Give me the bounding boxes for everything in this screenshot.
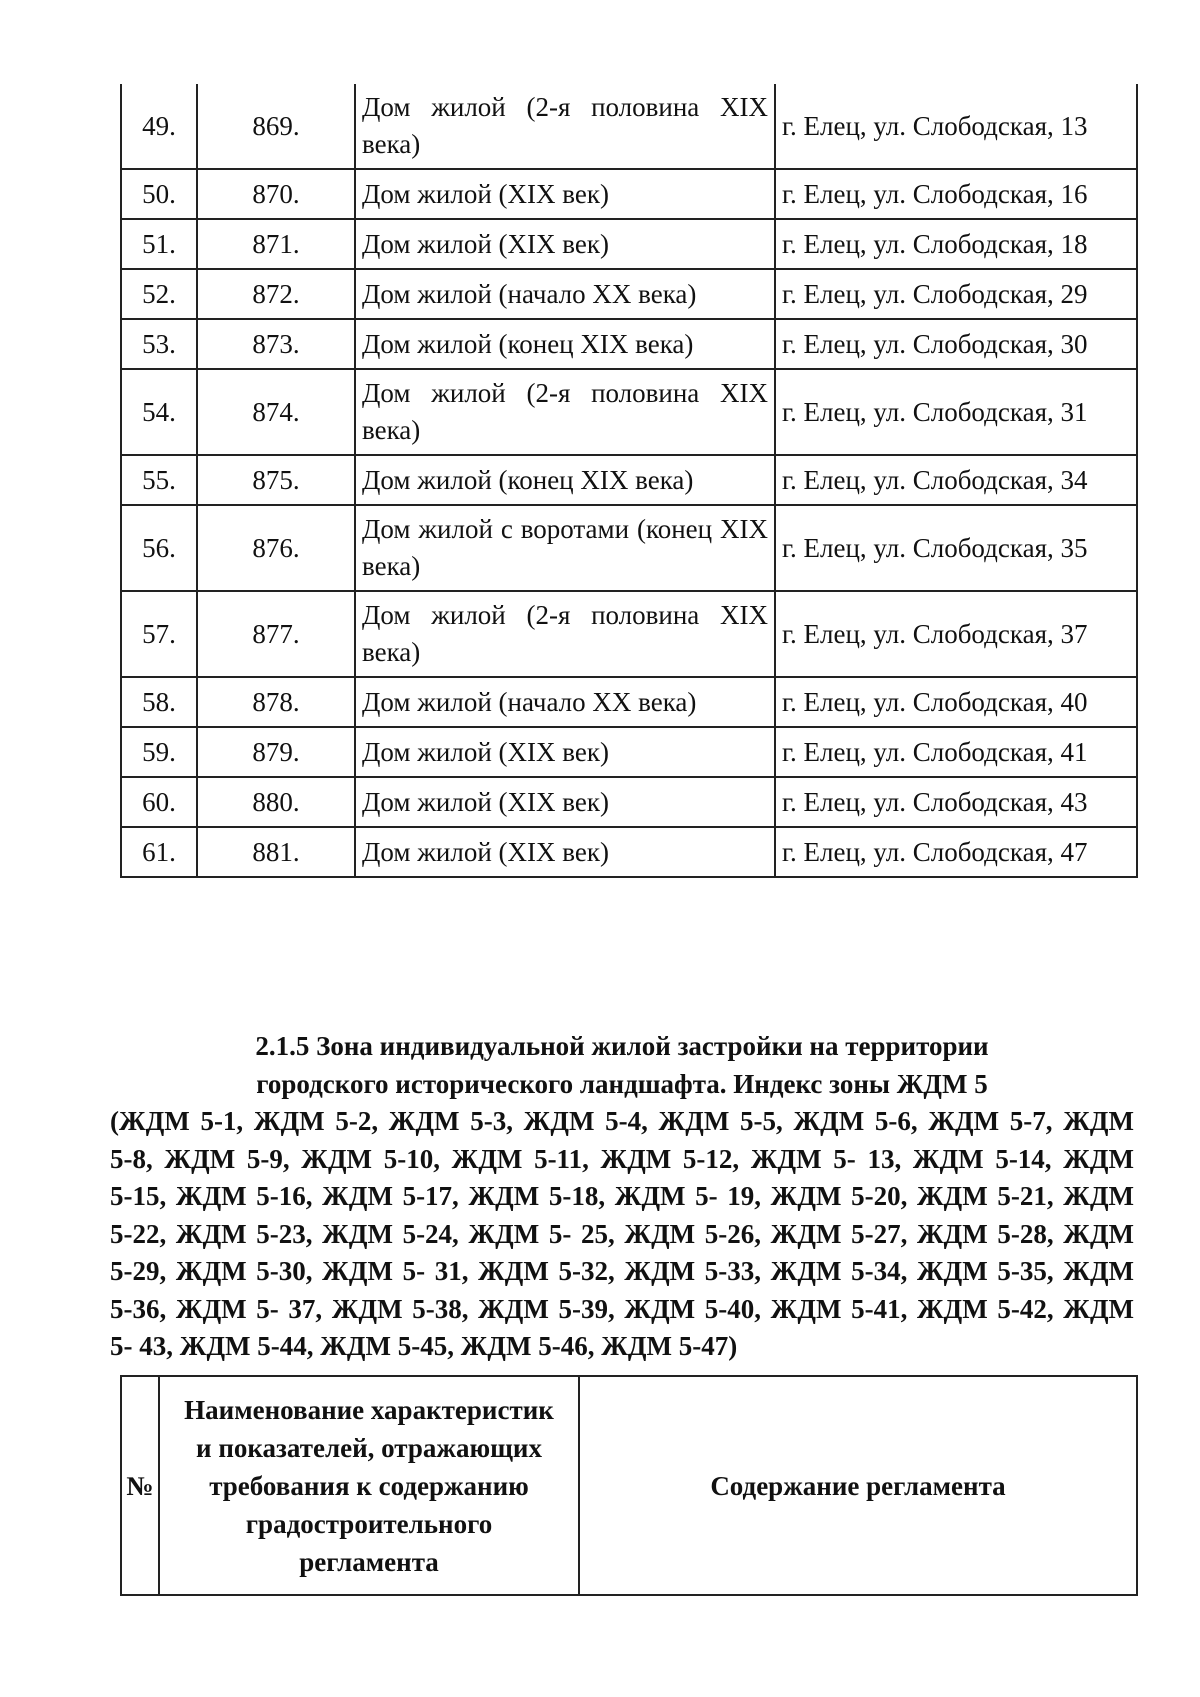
object-address: г. Елец, ул. Слободская, 31 (775, 369, 1137, 455)
row-number: 53. (121, 319, 197, 369)
table-row (121, 84, 1137, 169)
registry-number: 874. (197, 369, 355, 455)
zone-index-line: 5-36, ЖДМ 5- 37, ЖДМ 5-38, ЖДМ 5-39, ЖДМ 5-40, ЖДМ 5-41, ЖДМ 5-42, ЖДМ (110, 1293, 1134, 1324)
row-number: 50. (121, 169, 197, 219)
row-number: 54. (121, 369, 197, 455)
object-address: г. Елец, ул. Слободская, 41 (775, 727, 1137, 777)
object-name: Дом жилой (2-я половина XIX века) (355, 369, 775, 455)
regulation-table (120, 1375, 1138, 1596)
zone-index-line: (ЖДМ 5-1, ЖДМ 5-2, ЖДМ 5-3, ЖДМ 5-4, ЖДМ 5-5, ЖДМ 5-6, ЖДМ 5-7, ЖДМ (110, 1106, 1134, 1136)
table-row (121, 827, 1137, 877)
object-address: г. Елец, ул. Слободская, 40 (775, 677, 1137, 727)
registry-number: 870. (197, 169, 355, 219)
object-name: Дом жилой с воротами (конец XIX века) (355, 505, 775, 591)
object-name: Дом жилой (конец XIX века) (355, 319, 775, 369)
table-row (121, 369, 1137, 455)
object-address: г. Елец, ул. Слободская, 30 (775, 319, 1137, 369)
zone-index-line: 5-29, ЖДМ 5-30, ЖДМ 5- 31, ЖДМ 5-32, ЖДМ 5-33, ЖДМ 5-34, ЖДМ 5-35, ЖДМ (110, 1256, 1134, 1286)
registry-number: 879. (197, 727, 355, 777)
object-address: г. Елец, ул. Слободская, 43 (775, 777, 1137, 827)
table-row (121, 777, 1137, 827)
zone-index-line: 5-22, ЖДМ 5-23, ЖДМ 5-24, ЖДМ 5- 25, ЖДМ 5-26, ЖДМ 5-27, ЖДМ 5-28, ЖДМ (110, 1218, 1134, 1249)
registry-number: 869. (197, 84, 355, 169)
table-row (121, 219, 1137, 269)
object-address: г. Елец, ул. Слободская, 37 (775, 591, 1137, 677)
table-row (121, 677, 1137, 727)
row-number: 58. (121, 677, 197, 727)
object-name: Дом жилой (XIX век) (355, 827, 775, 877)
registry-number: 877. (197, 591, 355, 677)
table-row (121, 169, 1137, 219)
table-row (121, 319, 1137, 369)
object-name: Дом жилой (начало XX века) (355, 269, 775, 319)
column-header-content: Содержание регламента (579, 1376, 1137, 1595)
registry-number: 875. (197, 455, 355, 505)
object-address: г. Елец, ул. Слободская, 13 (775, 84, 1137, 169)
registry-number: 871. (197, 219, 355, 269)
row-number: 56. (121, 505, 197, 591)
table-row (121, 455, 1137, 505)
registry-number: 878. (197, 677, 355, 727)
row-number: 51. (121, 219, 197, 269)
zone-index-line: 5- 43, ЖДМ 5-44, ЖДМ 5-45, ЖДМ 5-46, ЖДМ 5-47) (110, 1331, 738, 1361)
object-address: г. Елец, ул. Слободская, 18 (775, 219, 1137, 269)
column-header-number: № (121, 1376, 159, 1595)
object-name: Дом жилой (XIX век) (355, 777, 775, 827)
heritage-objects-table (120, 84, 1138, 878)
row-number: 52. (121, 269, 197, 319)
zone-index-line: 5-15, ЖДМ 5-16, ЖДМ 5-17, ЖДМ 5-18, ЖДМ 5- 19, ЖДМ 5-20, ЖДМ 5-21, ЖДМ (110, 1181, 1134, 1211)
object-address: г. Елец, ул. Слободская, 34 (775, 455, 1137, 505)
row-number: 49. (121, 84, 197, 169)
object-address: г. Елец, ул. Слободская, 35 (775, 505, 1137, 591)
registry-number: 881. (197, 827, 355, 877)
registry-number: 880. (197, 777, 355, 827)
object-name: Дом жилой (конец XIX века) (355, 455, 775, 505)
table-row (121, 591, 1137, 677)
table-row (121, 727, 1137, 777)
zone-index-line: 5-8, ЖДМ 5-9, ЖДМ 5-10, ЖДМ 5-11, ЖДМ 5-12, ЖДМ 5- 13, ЖДМ 5-14, ЖДМ (110, 1143, 1134, 1174)
registry-number: 873. (197, 319, 355, 369)
section-heading (110, 1028, 1134, 1366)
object-name: Дом жилой (начало XX века) (355, 677, 775, 727)
row-number: 57. (121, 591, 197, 677)
column-header-characteristics: Наименование характеристик и показателей, отражающих требования к содержанию градостроительного регламента (159, 1376, 579, 1595)
object-name: Дом жилой (XIX век) (355, 219, 775, 269)
registry-number: 872. (197, 269, 355, 319)
registry-number: 876. (197, 505, 355, 591)
regulation-table-header (121, 1376, 1137, 1595)
section-title-line-1: 2.1.5 Зона индивидуальной жилой застройки на территории (255, 1031, 989, 1061)
object-name: Дом жилой (XIX век) (355, 169, 775, 219)
table-row (121, 269, 1137, 319)
row-number: 55. (121, 455, 197, 505)
row-number: 61. (121, 827, 197, 877)
object-address: г. Елец, ул. Слободская, 16 (775, 169, 1137, 219)
object-name: Дом жилой (2-я половина XIX века) (355, 591, 775, 677)
table-row (121, 505, 1137, 591)
row-number: 60. (121, 777, 197, 827)
section-title-line-2: городского исторического ландшафта. Индекс зоны ЖДМ 5 (256, 1068, 988, 1099)
object-address: г. Елец, ул. Слободская, 29 (775, 269, 1137, 319)
object-name: Дом жилой (XIX век) (355, 727, 775, 777)
row-number: 59. (121, 727, 197, 777)
object-address: г. Елец, ул. Слободская, 47 (775, 827, 1137, 877)
object-name: Дом жилой (2-я половина XIX века) (355, 84, 775, 169)
